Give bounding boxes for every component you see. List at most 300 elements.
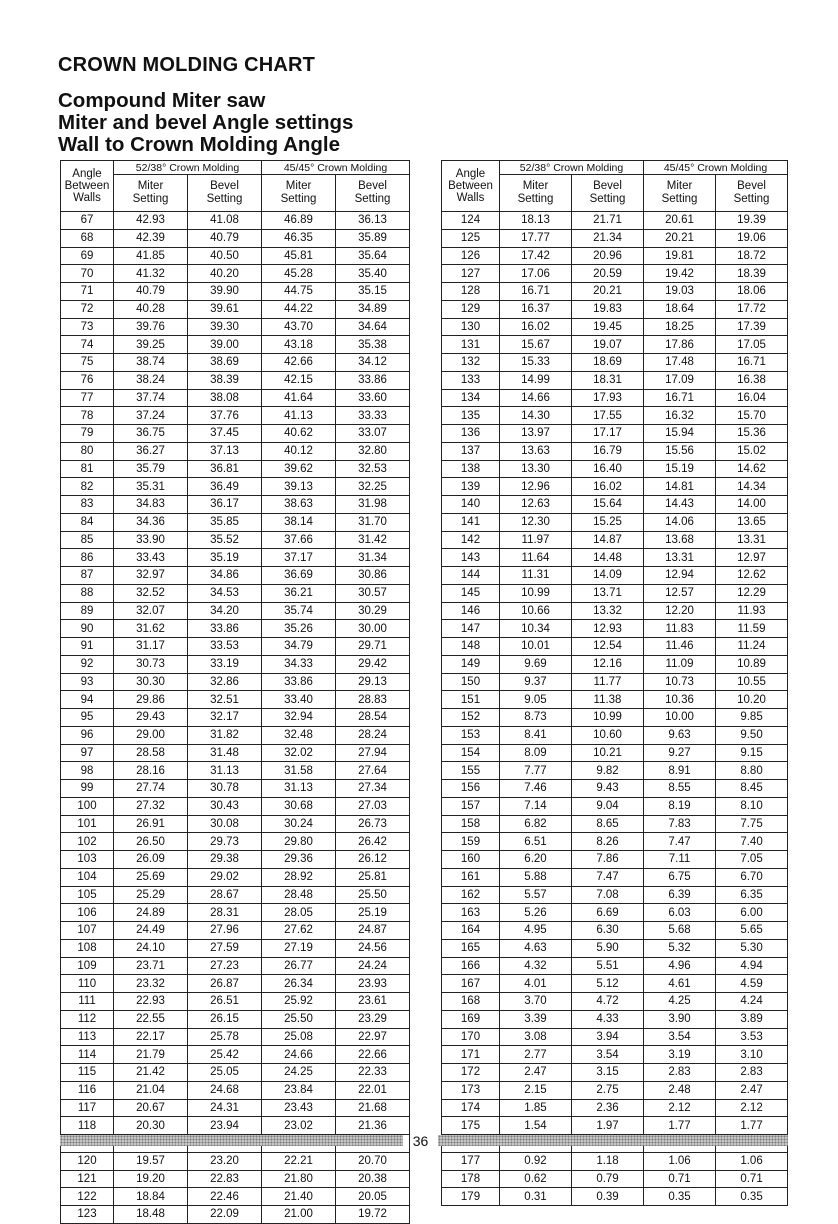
miter-45-45-cell: 0.71 xyxy=(644,1170,716,1188)
miter-45-45-cell: 39.62 xyxy=(262,460,336,478)
table-row xyxy=(442,336,788,354)
miter-52-38-cell: 26.91 xyxy=(114,815,188,833)
bevel-45-45-cell: 25.19 xyxy=(336,904,410,922)
miter-52-38-cell: 41.32 xyxy=(114,265,188,283)
table-row xyxy=(442,212,788,230)
bevel-45-45-cell: 34.12 xyxy=(336,354,410,372)
miter-52-38-cell: 18.13 xyxy=(500,212,572,230)
miter-52-38-cell: 12.30 xyxy=(500,513,572,531)
angle-cell: 113 xyxy=(61,1028,114,1046)
miter-52-38-cell: 9.37 xyxy=(500,673,572,691)
miter-52-38-cell: 17.77 xyxy=(500,229,572,247)
bevel-52-38-cell: 7.47 xyxy=(572,868,644,886)
angle-cell: 172 xyxy=(442,1064,500,1082)
bevel-52-38-cell: 13.71 xyxy=(572,584,644,602)
miter-52-38-cell: 33.90 xyxy=(114,531,188,549)
angle-cell: 161 xyxy=(442,868,500,886)
miter-52-38-cell: 17.42 xyxy=(500,247,572,265)
table-row xyxy=(442,1099,788,1117)
bevel-45-45-cell: 23.61 xyxy=(336,993,410,1011)
angle-cell: 150 xyxy=(442,673,500,691)
bevel-45-45-cell: 14.62 xyxy=(716,460,788,478)
bevel-52-38-cell: 34.53 xyxy=(188,584,262,602)
bevel-45-45-cell: 31.34 xyxy=(336,549,410,567)
bevel-45-45-cell: 22.66 xyxy=(336,1046,410,1064)
miter-45-45-cell: 10.36 xyxy=(644,691,716,709)
bevel-45-45-cell: 36.13 xyxy=(336,212,410,230)
miter-52-38-cell: 27.32 xyxy=(114,797,188,815)
miter-52-38-cell: 3.70 xyxy=(500,993,572,1011)
bevel-header-line: Setting xyxy=(589,193,626,205)
bevel-52-38-cell: 0.39 xyxy=(572,1188,644,1206)
angle-cell: 145 xyxy=(442,584,500,602)
bevel-52-38-cell: 40.79 xyxy=(188,229,262,247)
table-row xyxy=(442,300,788,318)
miter-52-38-cell: 8.41 xyxy=(500,726,572,744)
miter-52-38-cell: 5.88 xyxy=(500,868,572,886)
miter-45-45-cell: 3.90 xyxy=(644,1010,716,1028)
angle-cell: 157 xyxy=(442,797,500,815)
bevel-52-38-cell: 21.71 xyxy=(572,212,644,230)
table-row xyxy=(442,1188,788,1206)
miter-52-38-cell: 35.31 xyxy=(114,478,188,496)
angle-cell: 114 xyxy=(61,1046,114,1064)
miter-45-45-cell: 15.19 xyxy=(644,460,716,478)
table-row xyxy=(61,496,410,514)
miter-52-38-cell: 27.74 xyxy=(114,780,188,798)
miter-52-38-cell: 30.30 xyxy=(114,673,188,691)
table-row xyxy=(442,460,788,478)
angle-cell: 173 xyxy=(442,1081,500,1099)
bevel-45-45-cell: 4.94 xyxy=(716,957,788,975)
table-row xyxy=(61,407,410,425)
miter-52-38-cell: 40.28 xyxy=(114,300,188,318)
miter-52-38-cell: 12.96 xyxy=(500,478,572,496)
bevel-52-38-cell: 8.26 xyxy=(572,833,644,851)
table-row xyxy=(61,460,410,478)
table-row xyxy=(61,833,410,851)
miter-45-45-cell: 29.80 xyxy=(262,833,336,851)
table-row xyxy=(442,425,788,443)
bevel-52-38-cell: 22.83 xyxy=(188,1170,262,1188)
miter-45-45-cell: 14.43 xyxy=(644,496,716,514)
bevel-45-45-cell: 8.45 xyxy=(716,780,788,798)
bevel-52-38-cell: 20.21 xyxy=(572,283,644,301)
bevel-45-45-cell: 22.33 xyxy=(336,1064,410,1082)
angle-cell: 87 xyxy=(61,567,114,585)
bevel-52-38-cell: 32.51 xyxy=(188,691,262,709)
miter-52-38-cell: 21.42 xyxy=(114,1064,188,1082)
table-row xyxy=(442,655,788,673)
bevel-45-45-cell: 17.39 xyxy=(716,318,788,336)
bevel-52-38-cell: 6.69 xyxy=(572,904,644,922)
angle-cell: 130 xyxy=(442,318,500,336)
table-row xyxy=(442,709,788,727)
bevel-52-38-cell: 35.85 xyxy=(188,513,262,531)
bevel-45-45-cell: 19.72 xyxy=(336,1206,410,1224)
miter-52-38-cell: 38.74 xyxy=(114,354,188,372)
bevel-52-38-cell: 19.07 xyxy=(572,336,644,354)
bevel-45-45-cell: 33.33 xyxy=(336,407,410,425)
angle-cell: 117 xyxy=(61,1099,114,1117)
table-row xyxy=(61,478,410,496)
table-row xyxy=(61,584,410,602)
table-row xyxy=(61,815,410,833)
table-row xyxy=(61,744,410,762)
bevel-52-38-cell: 20.59 xyxy=(572,265,644,283)
miter-45-45-cell: 13.31 xyxy=(644,549,716,567)
angle-cell: 74 xyxy=(61,336,114,354)
bevel-52-38-cell: 33.53 xyxy=(188,638,262,656)
bevel-52-38-cell: 26.15 xyxy=(188,1010,262,1028)
miter-45-45-cell: 44.22 xyxy=(262,300,336,318)
angle-cell: 83 xyxy=(61,496,114,514)
miter-45-45-cell: 20.21 xyxy=(644,229,716,247)
miter-45-45-cell: 18.64 xyxy=(644,300,716,318)
miter-52-38-cell: 7.14 xyxy=(500,797,572,815)
group-header-52-38: 52/38° Crown Molding xyxy=(114,161,262,175)
bevel-45-45-cell: 6.70 xyxy=(716,868,788,886)
miter-52-38-cell: 12.63 xyxy=(500,496,572,514)
table-row xyxy=(442,354,788,372)
miter-45-45-cell: 12.57 xyxy=(644,584,716,602)
miter-45-45-cell: 15.94 xyxy=(644,425,716,443)
angle-cell: 168 xyxy=(442,993,500,1011)
bevel-45-45-cell: 19.39 xyxy=(716,212,788,230)
header-group-row xyxy=(442,161,788,175)
header-sub-row xyxy=(61,175,410,212)
bevel-45-45-cell: 20.70 xyxy=(336,1152,410,1170)
subtitle-block xyxy=(58,90,353,156)
miter-45-45-cell: 9.63 xyxy=(644,726,716,744)
table-row xyxy=(61,602,410,620)
angle-cell: 177 xyxy=(442,1152,500,1170)
table-row xyxy=(442,797,788,815)
angle-cell: 116 xyxy=(61,1081,114,1099)
bevel-52-38-cell: 9.04 xyxy=(572,797,644,815)
miter-52-38-cell: 16.37 xyxy=(500,300,572,318)
miter-45-45-cell: 35.74 xyxy=(262,602,336,620)
bevel-52-38-cell: 31.13 xyxy=(188,762,262,780)
miter-45-45-cell: 26.77 xyxy=(262,957,336,975)
miter-52-38-cell: 36.27 xyxy=(114,442,188,460)
angle-cell: 166 xyxy=(442,957,500,975)
miter-45-45-cell: 4.25 xyxy=(644,993,716,1011)
miter-45-45-cell: 23.84 xyxy=(262,1081,336,1099)
table-row xyxy=(442,975,788,993)
miter-52-38-cell: 22.17 xyxy=(114,1028,188,1046)
bevel-45-45-cell: 19.06 xyxy=(716,229,788,247)
bevel-45-45-cell: 16.71 xyxy=(716,354,788,372)
miter-52-38-cell: 22.93 xyxy=(114,993,188,1011)
table-row xyxy=(61,1064,410,1082)
miter-52-38-cell: 21.79 xyxy=(114,1046,188,1064)
bevel-52-38-cell: 2.36 xyxy=(572,1099,644,1117)
miter-45-45-cell: 21.40 xyxy=(262,1188,336,1206)
miter-45-45-cell: 19.03 xyxy=(644,283,716,301)
miter-45-45-cell: 1.77 xyxy=(644,1117,716,1135)
bevel-52-38-cell: 18.69 xyxy=(572,354,644,372)
bevel-45-45-cell: 21.68 xyxy=(336,1099,410,1117)
table-row xyxy=(442,1152,788,1170)
miter-52-38-cell: 10.66 xyxy=(500,602,572,620)
table-row xyxy=(442,371,788,389)
bevel-52-38-cell: 9.43 xyxy=(572,780,644,798)
bevel-45-45-cell: 34.89 xyxy=(336,300,410,318)
table-row xyxy=(61,318,410,336)
angle-cell: 169 xyxy=(442,1010,500,1028)
table-row xyxy=(442,851,788,869)
miter-header-line: Miter xyxy=(666,180,693,192)
angle-cell: 89 xyxy=(61,602,114,620)
miter-45-45-cell: 37.66 xyxy=(262,531,336,549)
bevel-52-38-cell: 32.17 xyxy=(188,709,262,727)
bevel-45-45-cell: 35.89 xyxy=(336,229,410,247)
angle-cell: 93 xyxy=(61,673,114,691)
bevel-52-38-cell: 38.08 xyxy=(188,389,262,407)
table-row xyxy=(442,407,788,425)
angle-cell: 84 xyxy=(61,513,114,531)
angle-cell: 120 xyxy=(61,1152,114,1170)
miter-45-45-cell: 32.02 xyxy=(262,744,336,762)
table-row xyxy=(442,957,788,975)
bevel-45-45-cell: 18.06 xyxy=(716,283,788,301)
miter-45-45-cell: 30.68 xyxy=(262,797,336,815)
miter-45-45-cell: 4.61 xyxy=(644,975,716,993)
table-row xyxy=(442,513,788,531)
angle-cell: 95 xyxy=(61,709,114,727)
table-row xyxy=(442,904,788,922)
miter-45-45-cell: 5.32 xyxy=(644,939,716,957)
bevel-45-45-cell: 0.35 xyxy=(716,1188,788,1206)
angle-cell: 115 xyxy=(61,1064,114,1082)
table-row xyxy=(442,638,788,656)
miter-45-45-cell: 31.58 xyxy=(262,762,336,780)
bevel-52-38-cell: 3.94 xyxy=(572,1028,644,1046)
table-row xyxy=(61,939,410,957)
miter-52-38-cell: 8.09 xyxy=(500,744,572,762)
bevel-52-38-cell: 25.05 xyxy=(188,1064,262,1082)
miter-header-line: Miter xyxy=(137,180,164,192)
table-row xyxy=(61,655,410,673)
miter-52-38-cell: 0.62 xyxy=(500,1170,572,1188)
bevel-45-45-cell: 7.40 xyxy=(716,833,788,851)
miter-52-38-cell: 25.29 xyxy=(114,886,188,904)
bevel-52-38-cell: 5.51 xyxy=(572,957,644,975)
table-row xyxy=(61,336,410,354)
miter-45-45-cell: 37.17 xyxy=(262,549,336,567)
miter-52-38-cell: 11.97 xyxy=(500,531,572,549)
bevel-45-45-cell: 23.93 xyxy=(336,975,410,993)
bevel-52-38-cell: 12.93 xyxy=(572,620,644,638)
angle-cell: 154 xyxy=(442,744,500,762)
angle-cell: 126 xyxy=(442,247,500,265)
bevel-45-45-cell: 9.15 xyxy=(716,744,788,762)
miter-52-38-cell: 31.17 xyxy=(114,638,188,656)
angle-cell: 98 xyxy=(61,762,114,780)
bevel-45-45-cell: 21.36 xyxy=(336,1117,410,1135)
angle-cell: 109 xyxy=(61,957,114,975)
angle-cell: 136 xyxy=(442,425,500,443)
table-row xyxy=(61,1028,410,1046)
bevel-45-45-cell: 13.31 xyxy=(716,531,788,549)
miter-header-line: Setting xyxy=(132,193,169,205)
miter-52-38-cell: 37.24 xyxy=(114,407,188,425)
angle-cell: 107 xyxy=(61,922,114,940)
table-body-right xyxy=(442,212,788,1206)
table-row xyxy=(61,1152,410,1170)
angle-cell: 146 xyxy=(442,602,500,620)
miter-45-45-cell: 16.32 xyxy=(644,407,716,425)
angle-cell: 76 xyxy=(61,371,114,389)
angle-cell: 179 xyxy=(442,1188,500,1206)
bevel-45-45-cell: 6.35 xyxy=(716,886,788,904)
bevel-45-45-cell: 12.62 xyxy=(716,567,788,585)
bevel-52-38-cell: 19.83 xyxy=(572,300,644,318)
angle-cell: 167 xyxy=(442,975,500,993)
bevel-header-line: Bevel xyxy=(737,180,766,192)
angle-header-line: Between xyxy=(448,180,493,192)
bevel-52-38-cell: 30.08 xyxy=(188,815,262,833)
bevel-45-45-cell: 34.64 xyxy=(336,318,410,336)
table-row xyxy=(61,1188,410,1206)
bevel-52-38-cell: 21.34 xyxy=(572,229,644,247)
miter-45-45-cell: 41.64 xyxy=(262,389,336,407)
table-row xyxy=(61,726,410,744)
angle-cell: 75 xyxy=(61,354,114,372)
miter-45-45-cell: 41.13 xyxy=(262,407,336,425)
table-row xyxy=(442,247,788,265)
bevel-45-45-cell: 24.24 xyxy=(336,957,410,975)
miter-52-38-cell: 5.57 xyxy=(500,886,572,904)
miter-52-38-cell: 18.48 xyxy=(114,1206,188,1224)
bevel-45-45-cell: 4.59 xyxy=(716,975,788,993)
miter-header xyxy=(114,175,188,212)
angle-cell: 70 xyxy=(61,265,114,283)
miter-52-38-cell: 39.76 xyxy=(114,318,188,336)
table-row xyxy=(442,229,788,247)
miter-45-45-cell: 42.66 xyxy=(262,354,336,372)
miter-52-38-cell: 14.30 xyxy=(500,407,572,425)
bevel-45-45-cell: 10.89 xyxy=(716,655,788,673)
bevel-header-line: Bevel xyxy=(358,180,387,192)
miter-52-38-cell: 4.95 xyxy=(500,922,572,940)
miter-45-45-cell: 2.48 xyxy=(644,1081,716,1099)
miter-45-45-cell: 11.09 xyxy=(644,655,716,673)
miter-45-45-cell: 19.81 xyxy=(644,247,716,265)
miter-52-38-cell: 16.71 xyxy=(500,283,572,301)
table-row xyxy=(442,726,788,744)
angle-cell: 151 xyxy=(442,691,500,709)
bevel-45-45-cell: 14.34 xyxy=(716,478,788,496)
angle-cell: 144 xyxy=(442,567,500,585)
bevel-45-45-cell: 22.97 xyxy=(336,1028,410,1046)
bevel-45-45-cell: 29.71 xyxy=(336,638,410,656)
bevel-45-45-cell: 3.10 xyxy=(716,1046,788,1064)
table-row xyxy=(61,868,410,886)
miter-52-38-cell: 14.99 xyxy=(500,371,572,389)
bevel-45-45-cell: 7.75 xyxy=(716,815,788,833)
miter-45-45-cell: 17.48 xyxy=(644,354,716,372)
miter-45-45-cell: 9.27 xyxy=(644,744,716,762)
bevel-45-45-cell: 26.73 xyxy=(336,815,410,833)
bevel-52-38-cell: 20.96 xyxy=(572,247,644,265)
miter-52-38-cell: 16.02 xyxy=(500,318,572,336)
bevel-45-45-cell: 8.80 xyxy=(716,762,788,780)
bevel-45-45-cell: 30.00 xyxy=(336,620,410,638)
miter-45-45-cell: 17.09 xyxy=(644,371,716,389)
bevel-52-38-cell: 35.19 xyxy=(188,549,262,567)
angle-cell: 141 xyxy=(442,513,500,531)
miter-52-38-cell: 4.32 xyxy=(500,957,572,975)
angle-cell: 112 xyxy=(61,1010,114,1028)
bevel-45-45-cell: 26.12 xyxy=(336,851,410,869)
bevel-45-45-cell: 11.93 xyxy=(716,602,788,620)
bevel-52-38-cell: 7.86 xyxy=(572,851,644,869)
group-header-45-45: 45/45° Crown Molding xyxy=(644,161,788,175)
miter-52-38-cell: 38.24 xyxy=(114,371,188,389)
bevel-52-38-cell: 34.20 xyxy=(188,602,262,620)
table-row xyxy=(61,709,410,727)
miter-45-45-cell: 25.50 xyxy=(262,1010,336,1028)
angle-cell: 106 xyxy=(61,904,114,922)
miter-45-45-cell: 44.75 xyxy=(262,283,336,301)
bevel-52-38-cell: 11.77 xyxy=(572,673,644,691)
angle-cell: 81 xyxy=(61,460,114,478)
miter-header-line: Setting xyxy=(280,193,317,205)
table-row xyxy=(442,922,788,940)
bevel-52-38-cell: 37.76 xyxy=(188,407,262,425)
miter-52-38-cell: 6.82 xyxy=(500,815,572,833)
bevel-45-45-cell: 15.70 xyxy=(716,407,788,425)
bevel-52-38-cell: 31.82 xyxy=(188,726,262,744)
angle-cell: 94 xyxy=(61,691,114,709)
miter-45-45-cell: 3.19 xyxy=(644,1046,716,1064)
miter-45-45-cell: 14.81 xyxy=(644,478,716,496)
miter-45-45-cell: 36.69 xyxy=(262,567,336,585)
table-row xyxy=(61,212,410,230)
miter-45-45-cell: 27.19 xyxy=(262,939,336,957)
table-row xyxy=(61,549,410,567)
miter-52-38-cell: 33.43 xyxy=(114,549,188,567)
bevel-52-38-cell: 18.31 xyxy=(572,371,644,389)
miter-52-38-cell: 39.25 xyxy=(114,336,188,354)
miter-45-45-cell: 45.81 xyxy=(262,247,336,265)
table-row xyxy=(61,425,410,443)
miter-52-38-cell: 0.31 xyxy=(500,1188,572,1206)
miter-45-45-cell: 33.86 xyxy=(262,673,336,691)
angle-cell: 79 xyxy=(61,425,114,443)
miter-45-45-cell: 8.55 xyxy=(644,780,716,798)
angle-cell: 162 xyxy=(442,886,500,904)
table-row xyxy=(61,513,410,531)
table-row xyxy=(61,638,410,656)
angle-cell: 91 xyxy=(61,638,114,656)
bevel-45-45-cell: 23.29 xyxy=(336,1010,410,1028)
miter-52-38-cell: 7.77 xyxy=(500,762,572,780)
angle-header-line: Walls xyxy=(456,192,485,204)
miter-52-38-cell: 26.09 xyxy=(114,851,188,869)
bevel-52-38-cell: 28.31 xyxy=(188,904,262,922)
miter-52-38-cell: 32.07 xyxy=(114,602,188,620)
angle-cell: 160 xyxy=(442,851,500,869)
table-row xyxy=(61,531,410,549)
miter-45-45-cell: 12.20 xyxy=(644,602,716,620)
bevel-45-45-cell: 3.53 xyxy=(716,1028,788,1046)
bevel-52-38-cell: 24.31 xyxy=(188,1099,262,1117)
subtitle-line: Miter and bevel Angle settings xyxy=(58,111,354,134)
bevel-52-38-cell: 8.65 xyxy=(572,815,644,833)
